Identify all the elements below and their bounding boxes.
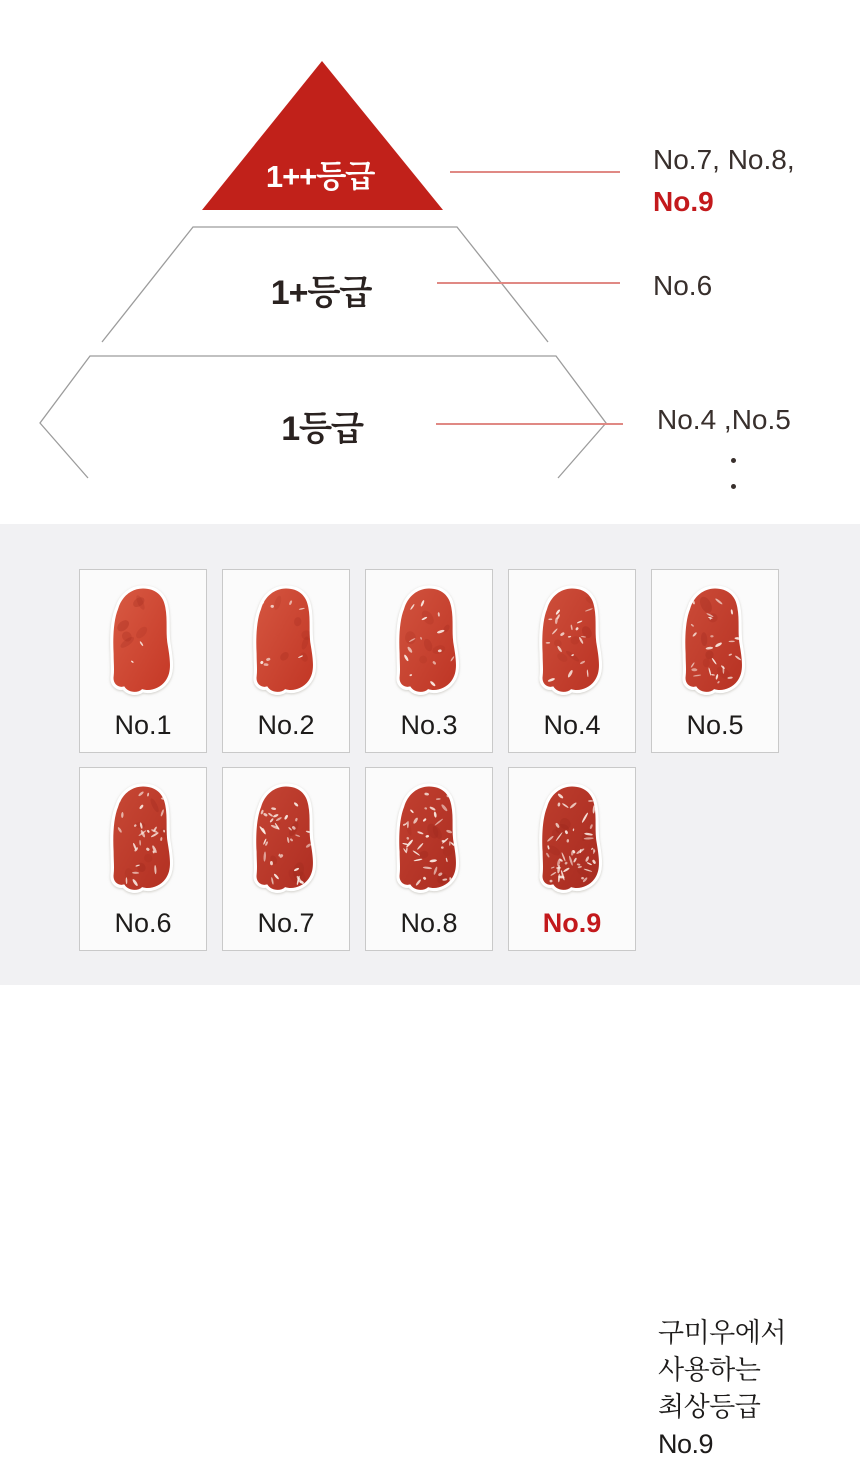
- tier1-callout-line2-highlight: No.9: [653, 186, 714, 217]
- top-grade-note: [658, 1315, 786, 1463]
- meat-slice-image: [531, 584, 613, 698]
- grade-card-label: No.4: [543, 710, 601, 740]
- grade-card-label: No.9: [542, 908, 602, 938]
- note-line: 최상등급: [658, 1392, 761, 1422]
- tier3-label: 1등급: [281, 410, 363, 448]
- grade-card-label: No.1: [114, 710, 172, 740]
- meat-slice-image: [245, 584, 327, 698]
- ellipsis-dot: [731, 484, 736, 489]
- note-line: No.9: [658, 1429, 714, 1459]
- grade-pyramid-diagram: [0, 0, 860, 524]
- grade-card: [365, 767, 493, 951]
- tier1-callout: [653, 139, 795, 223]
- meat-slice-image: [388, 782, 470, 896]
- grade-card-label: No.3: [400, 710, 458, 740]
- grade-card: [222, 767, 350, 951]
- grade-card: [508, 569, 636, 753]
- note-line: 구미우에서: [658, 1318, 786, 1348]
- marbling-grades-section: [0, 524, 860, 1459]
- meat-slice-image: [388, 584, 470, 698]
- grade-card: [365, 569, 493, 753]
- meat-slice-image: [245, 782, 327, 896]
- tier2-label: 1+등급: [270, 274, 372, 312]
- grade-card: [222, 569, 350, 753]
- tier2-callout: No.6: [653, 270, 713, 301]
- grade-card-label: No.7: [257, 908, 315, 938]
- meat-slice-image: [531, 782, 613, 896]
- meat-slice-image: [102, 584, 184, 698]
- meat-slice-image: [674, 584, 756, 698]
- grade-card-label: No.5: [686, 710, 744, 740]
- grade-card-label: No.8: [400, 908, 458, 938]
- grade-card: [79, 767, 207, 951]
- tier3-callout: No.4 ,No.5: [657, 404, 791, 435]
- meat-slice-image: [102, 782, 184, 896]
- tier1-label: 1++등급: [265, 159, 375, 194]
- ellipsis-dot: [731, 458, 736, 463]
- grade-card: [651, 569, 779, 753]
- tier1-callout-line1: No.7, No.8,: [653, 144, 795, 175]
- grade-card-label: No.6: [114, 908, 172, 938]
- note-line: 사용하는: [658, 1355, 761, 1385]
- grade-card: [508, 767, 636, 951]
- grade-card-label: No.2: [257, 710, 315, 740]
- grade-card: [79, 569, 207, 753]
